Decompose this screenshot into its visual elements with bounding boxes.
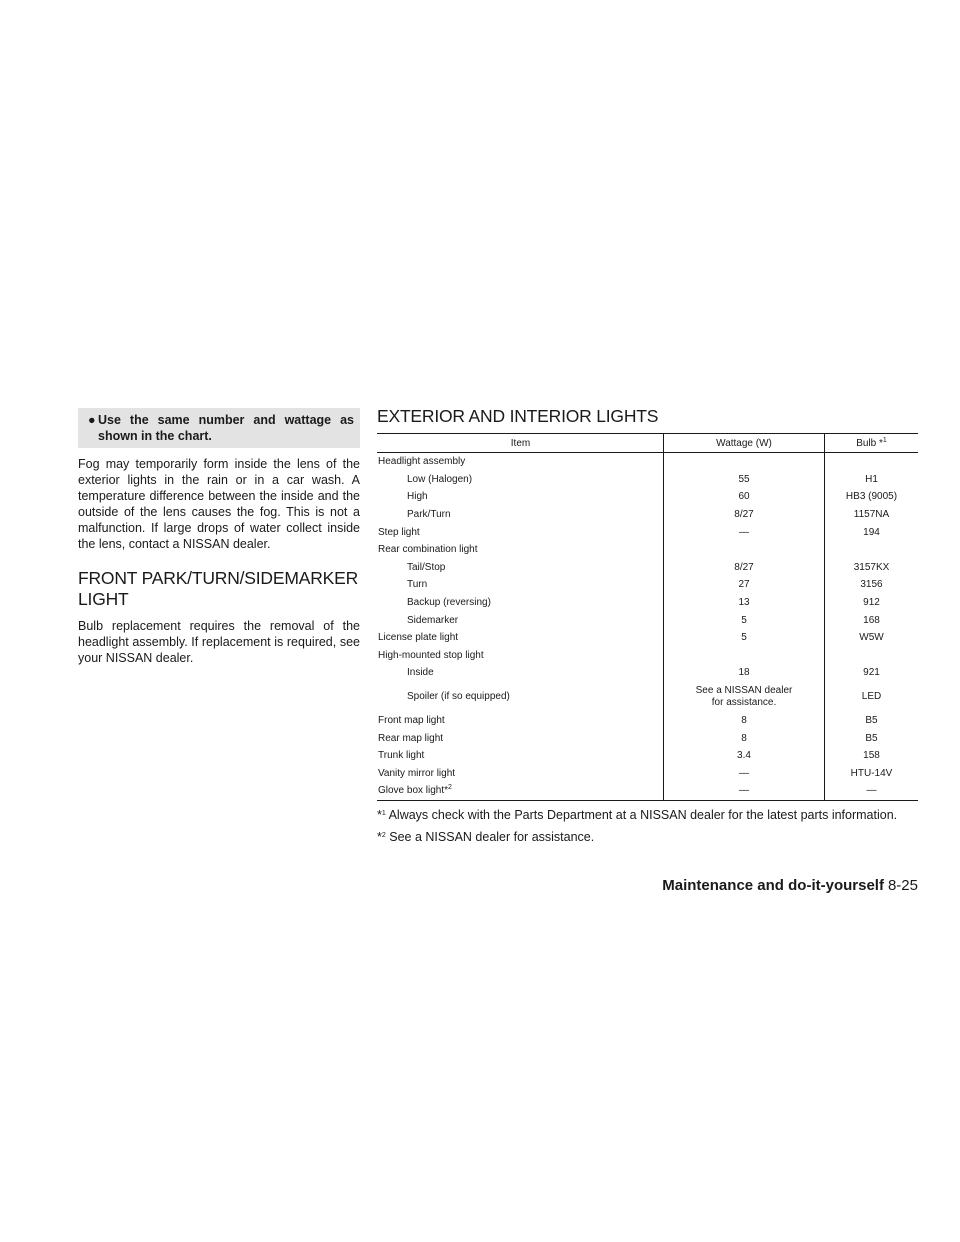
table-row <box>377 782 918 800</box>
cell-wattage: 55 <box>664 471 825 489</box>
cell-bulb: 1157NA <box>825 506 919 524</box>
cell-bulb: 921 <box>825 664 919 682</box>
cell-wattage: 8 <box>664 729 825 747</box>
cell-wattage: 18 <box>664 664 825 682</box>
left-column <box>78 408 360 666</box>
page-footer <box>0 877 918 894</box>
caution-note-text: Use the same number and wattage as shown in the chart. <box>98 413 354 443</box>
table-row <box>377 611 918 629</box>
table-row <box>377 506 918 524</box>
cell-item: Step light <box>378 526 420 538</box>
cell-item: Trunk light <box>378 750 425 762</box>
table-row <box>377 629 918 647</box>
table-header-row <box>377 434 918 453</box>
cell-wattage <box>664 682 825 712</box>
cell-wattage: 8 <box>664 712 825 730</box>
right-column <box>377 406 918 851</box>
table-row <box>377 712 918 730</box>
cell-bulb <box>825 453 919 471</box>
cell-wattage <box>664 453 825 471</box>
cell-item: Vanity mirror light <box>378 767 456 779</box>
section-heading-exterior-interior: EXTERIOR AND INTERIOR LIGHTS <box>377 406 659 426</box>
cell-item: Rear map light <box>378 732 444 744</box>
cell-item: Rear combination light <box>378 544 478 556</box>
cell-bulb: 168 <box>825 611 919 629</box>
bulb-table <box>377 433 918 801</box>
header-wattage: Wattage (W) <box>664 434 825 453</box>
cell-wattage: — <box>664 782 825 800</box>
cell-bulb: HB3 (9005) <box>825 488 919 506</box>
footnote-2: *$^2$ See a NISSAN dealer for assistance. <box>377 829 595 844</box>
cell-bulb <box>825 647 919 665</box>
cell-bulb: — <box>825 782 919 800</box>
header-item: Item <box>377 434 664 453</box>
cell-bulb: HTU-14V <box>825 765 919 783</box>
cell-item: Front map light <box>378 715 445 727</box>
table-row <box>377 471 918 489</box>
fog-paragraph: Fog may temporarily form inside the lens of the exterior lights in the rain or in a car wash. A temperature difference between the inside and the outside of the lens causes the fog. This is not a malfunction. If large drops of water collect inside the lens, contact a NISSAN dealer. <box>78 457 360 551</box>
page-number: 8-25 <box>887 877 918 894</box>
cell-bulb: LED <box>825 682 919 712</box>
table-row <box>377 647 918 665</box>
table-row <box>377 453 918 471</box>
cell-bulb: 3157KX <box>825 559 919 577</box>
section-heading-front-park: FRONT PARK/TURN/SIDEMARKER LIGHT <box>78 568 359 609</box>
cell-item: Backup (reversing) <box>407 597 491 609</box>
cell-bulb: W5W <box>825 629 919 647</box>
table-row <box>377 488 918 506</box>
table-row <box>377 559 918 577</box>
cell-bulb: B5 <box>825 712 919 730</box>
cell-item: Low (Halogen) <box>407 473 473 485</box>
chapter-title: Maintenance and do-it-yourself <box>662 877 884 894</box>
cell-wattage: 8/27 <box>664 559 825 577</box>
cell-wattage <box>664 541 825 559</box>
table-row <box>377 765 918 783</box>
cell-bulb: 3156 <box>825 576 919 594</box>
cell-bulb: B5 <box>825 729 919 747</box>
table-row <box>377 594 918 612</box>
table-row <box>377 523 918 541</box>
cell-bulb: 194 <box>825 523 919 541</box>
cell-bulb: H1 <box>825 471 919 489</box>
cell-wattage: 8/27 <box>664 506 825 524</box>
cell-item: High-mounted stop light <box>378 649 484 661</box>
cell-wattage: 60 <box>664 488 825 506</box>
cell-item: Headlight assembly <box>378 456 466 468</box>
cell-wattage <box>664 647 825 665</box>
cell-wattage: 3.4 <box>664 747 825 765</box>
cell-item: License plate light <box>378 632 459 644</box>
cell-bulb <box>825 541 919 559</box>
bulb-replacement-paragraph: Bulb replacement requires the removal of the headlight assembly. If replacement is required, see your NISSAN dealer. <box>78 619 360 665</box>
cell-wattage: — <box>664 523 825 541</box>
cell-wattage: 13 <box>664 594 825 612</box>
cell-item: Turn <box>407 579 428 591</box>
bullet-icon: ● <box>88 413 96 427</box>
cell-item: Park/Turn <box>407 509 451 521</box>
cell-wattage-line2: for assistance. <box>711 696 777 708</box>
footnote-1: *$^1$ Always check with the Parts Department at a NISSAN dealer for the latest parts information. <box>377 807 898 822</box>
cell-wattage-line1: See a NISSAN dealer <box>695 684 793 696</box>
cell-wattage: 27 <box>664 576 825 594</box>
footnotes <box>377 807 918 845</box>
cell-item: Sidemarker <box>407 614 459 626</box>
cell-wattage: 5 <box>664 629 825 647</box>
caution-note <box>78 408 360 448</box>
cell-item: Inside <box>407 667 434 679</box>
table-row <box>377 729 918 747</box>
table-row <box>377 576 918 594</box>
cell-item: Glove box light*$^2$ <box>378 784 452 797</box>
cell-wattage: — <box>664 765 825 783</box>
cell-item: Spoiler (if so equipped) <box>407 691 510 703</box>
cell-item: High <box>407 491 428 503</box>
cell-bulb: 912 <box>825 594 919 612</box>
table-row <box>377 541 918 559</box>
header-bulb: Bulb *$^1$ <box>825 434 919 453</box>
cell-item: Tail/Stop <box>407 561 446 573</box>
cell-bulb: 158 <box>825 747 919 765</box>
cell-wattage: 5 <box>664 611 825 629</box>
table-row <box>377 682 918 712</box>
table-row <box>377 664 918 682</box>
table-row <box>377 747 918 765</box>
